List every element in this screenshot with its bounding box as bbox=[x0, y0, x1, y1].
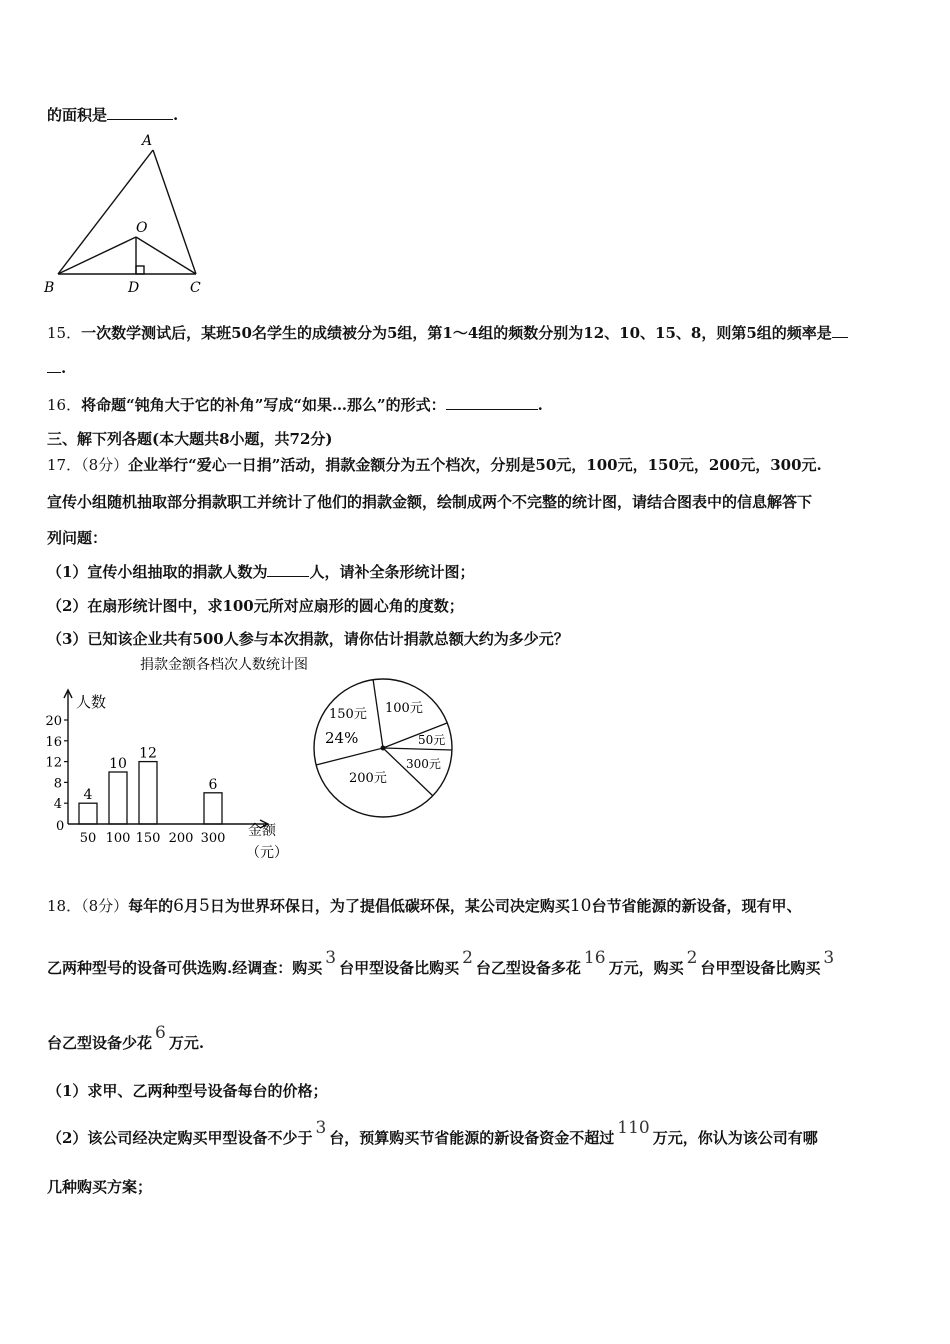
x-tick-label: 200 bbox=[168, 831, 194, 846]
slice-percent-150: 24% bbox=[325, 729, 359, 747]
slice-label-100: 100元 bbox=[385, 701, 423, 716]
x-tick-label: 50 bbox=[79, 831, 97, 846]
question-17-sub2: （2）在扇形统计图中，求100元所对应扇形的圆心角的度数； bbox=[47, 597, 464, 615]
pie-divider-3 bbox=[383, 748, 452, 750]
y-tick-label: 16 bbox=[45, 734, 62, 750]
question-18-sub2-line2: 几种购买方案； bbox=[47, 1178, 153, 1196]
bar-value-label: 4 bbox=[83, 787, 93, 804]
segment-ab bbox=[58, 150, 153, 274]
answer-blank bbox=[446, 395, 538, 410]
question-16: 16．将命题“钝角大于它的补角”写成“如果…那么”的形式： . bbox=[47, 396, 543, 414]
y-tick-label: 12 bbox=[45, 755, 62, 771]
bar-100 bbox=[109, 772, 127, 824]
question-17-line2: 宣传小组随机抽取部分捐款职工并统计了他们的捐款金额，绘制成两个不完整的统计图，请结合图表中的信息解答下 bbox=[47, 493, 813, 511]
bar-50 bbox=[79, 803, 97, 824]
label-o: O bbox=[136, 220, 148, 236]
slice-label-200: 200元 bbox=[349, 771, 387, 786]
question-17: 17．（8分）企业举行“爱心一日捐”活动，捐款金额分为五个档次，分别是50元，100元，150元，200元，300元. bbox=[47, 456, 822, 474]
q14-tail: 的面积是 . bbox=[47, 106, 179, 124]
question-15: 15．一次数学测试后，某班50名学生的成绩被分为5组，第1～4组的频数分别为12、10、15、8，则第5组的频率是 bbox=[47, 322, 848, 343]
x-tick-label: 100 bbox=[105, 831, 131, 846]
section-title: 三、解下列各题(本大题共8小题，共72分) bbox=[47, 430, 333, 448]
label-b: B bbox=[44, 280, 55, 296]
bar-300 bbox=[204, 793, 222, 824]
question-17-sub1: （1）宣传小组抽取的捐款人数为 人，请补全条形统计图； bbox=[47, 563, 475, 581]
right-angle-mark bbox=[136, 266, 144, 274]
segment-bo bbox=[58, 237, 136, 274]
question-17-line3: 列问题： bbox=[47, 529, 108, 547]
slice-label-150: 150元 bbox=[329, 707, 367, 722]
pie-divider-4 bbox=[383, 748, 433, 796]
chart-title: 捐款金额各档次人数统计图 bbox=[140, 657, 308, 673]
pie-divider-5 bbox=[316, 748, 383, 765]
y-tick-label: 8 bbox=[53, 776, 62, 792]
x-tick-label: 150 bbox=[135, 831, 161, 846]
slice-label-300: 300元 bbox=[406, 757, 441, 771]
pie-center bbox=[381, 746, 386, 751]
question-18-sub1: （1）求甲、乙两种型号设备每台的价格； bbox=[47, 1082, 328, 1100]
bar-value-label: 6 bbox=[208, 776, 218, 793]
segment-ac bbox=[153, 150, 196, 274]
question-18-sub2: （2）该公司经决定购买甲型设备不少于 3 台，预算购买节省能源的新设备资金不超过 110 万元，你认为该公司有哪 bbox=[47, 1118, 818, 1147]
origin-label: 0 bbox=[56, 819, 65, 834]
y-axis-label: 人数 bbox=[76, 693, 107, 711]
bar-value-label: 12 bbox=[139, 745, 157, 762]
question-18: 18．（8分）每年的6月5日为世界环保日，为了提倡低碳环保，某公司决定购买10台节省能源的新设备，现有甲、 bbox=[47, 896, 802, 916]
question-17-sub3: （3）已知该企业共有500人参与本次捐款，请你估计捐款总额大约为多少元？ bbox=[47, 630, 569, 648]
answer-blank bbox=[832, 323, 848, 338]
bar-value-label: 10 bbox=[109, 756, 127, 772]
y-tick-label: 20 bbox=[45, 714, 62, 729]
triangle-figure bbox=[40, 128, 220, 300]
x-tick-label: 300 bbox=[200, 831, 226, 846]
x-axis-unit: （元） bbox=[246, 845, 288, 861]
pie-chart bbox=[305, 668, 465, 838]
question-18-line3: 台乙型设备少花 6 万元. bbox=[47, 1023, 205, 1052]
x-axis-label: 金额 bbox=[248, 823, 276, 839]
pie-divider-1 bbox=[373, 679, 383, 748]
label-a: A bbox=[142, 133, 153, 149]
bar-150 bbox=[139, 762, 157, 824]
label-d: D bbox=[128, 280, 140, 296]
question-15-cont: . bbox=[47, 358, 66, 377]
y-tick-label: 4 bbox=[53, 797, 62, 813]
slice-label-50: 50元 bbox=[418, 733, 446, 747]
answer-blank bbox=[107, 105, 173, 120]
answer-blank bbox=[47, 358, 61, 373]
question-18-line2: 乙两种型号的设备可供选购.经调查：购买 3 台甲型设备比购买 2 台乙型设备多花 16 万元，购买 2 台甲型设备比购买 3 bbox=[47, 948, 835, 977]
label-c: C bbox=[190, 280, 201, 296]
bar-chart bbox=[40, 655, 310, 870]
segment-oc bbox=[136, 237, 196, 274]
answer-blank bbox=[267, 562, 309, 577]
